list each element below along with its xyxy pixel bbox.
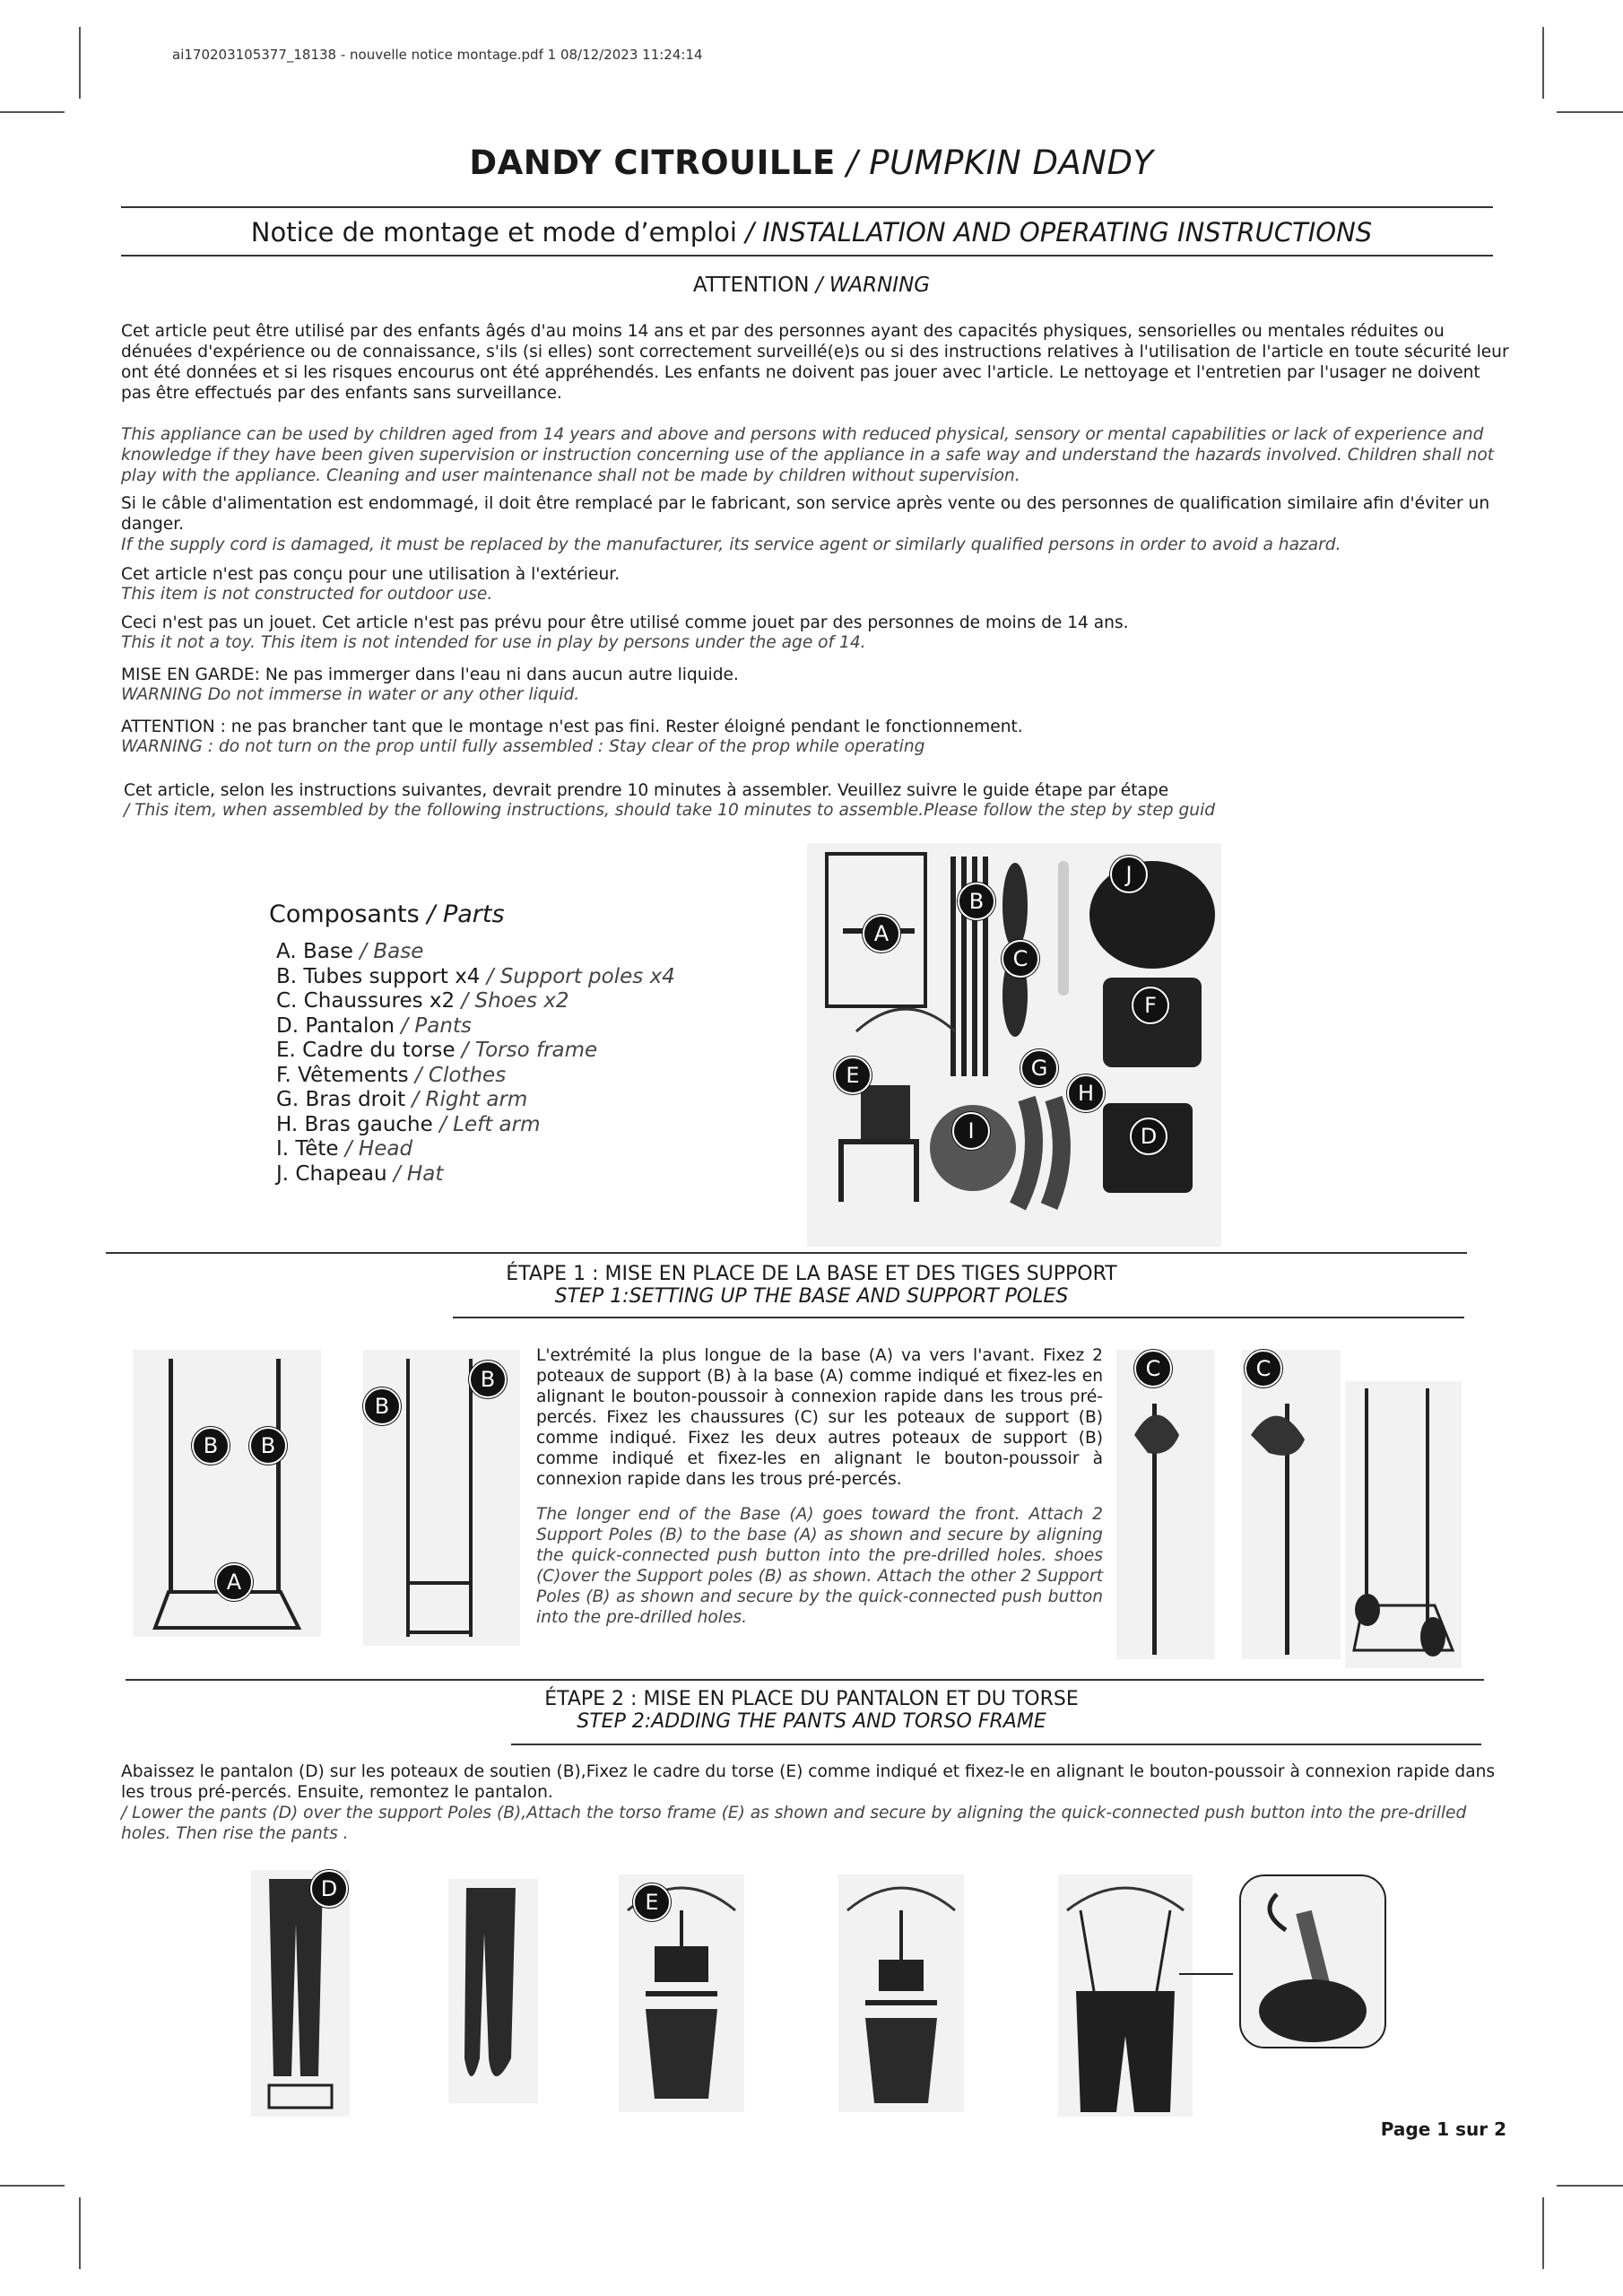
step2-illustration-pants-lowered (448, 1879, 538, 2103)
part-fr: E. Cadre du torse (276, 1039, 456, 1062)
step2-heading-en: STEP 2:ADDING THE PANTS AND TORSO FRAME (577, 1710, 1046, 1733)
step2-photo-pants-lowered (448, 1879, 538, 2103)
parts-title (269, 900, 505, 928)
step1-illustration-shoe (1116, 1350, 1215, 1659)
part-en: / Clothes (408, 1063, 507, 1087)
part-en: / Torso frame (455, 1039, 598, 1062)
list-item (276, 1064, 675, 1089)
warning-paragraph (121, 424, 1511, 486)
part-en: / Left arm (432, 1112, 541, 1136)
part-fr: A. Base (276, 940, 353, 963)
part-label-badge: E (633, 1883, 671, 1921)
divider (121, 206, 1493, 208)
part-label-badge: A (863, 915, 900, 952)
attention-en: / WARNING (809, 274, 931, 297)
step1-instructions (536, 1345, 1103, 1628)
warning-fr: Si le câble d'alimentation est endommagé, il doit être remplacé par le fabricant, son service après vente ou des personnes de qualification similaire afin d'éviter un danger. (121, 494, 1490, 534)
part-en: / Hat (386, 1161, 444, 1186)
warning-en: / This item, when assembled by the following instructions, should take 10 minutes to assemble.Please follow the step by step guid (124, 801, 1216, 820)
list-item (276, 1137, 675, 1162)
part-label-badge: E (834, 1057, 872, 1094)
part-fr: F. Vêtements (276, 1063, 409, 1087)
step1-text-en: The longer end of the Base (A) goes toward the front. Attach 2 Support Poles (B) to the base (A) as shown and secure by aligning the quick-connected push button into the pre-drilled holes. shoes (C)over the Support poles (B) as shown. Attach the other 2 Support Poles (B) as shown and secure by the quick-connected push button into the pre-drilled holes. (536, 1505, 1103, 1627)
part-label-badge: C (1134, 1350, 1172, 1387)
step1-heading-en: STEP 1:SETTING UP THE BASE AND SUPPORT POLES (554, 1285, 1069, 1308)
step1-heading (0, 1263, 1623, 1308)
step1-photo-base (133, 1350, 321, 1637)
crop-mark (0, 111, 65, 113)
part-label-badge: D (310, 1870, 348, 1908)
warning-paragraph (121, 321, 1511, 404)
attention-fr: ATTENTION (692, 274, 810, 297)
part-fr: D. Pantalon (276, 1013, 395, 1038)
part-label-badge: C (1002, 940, 1039, 978)
step1-photo-poles (363, 1350, 520, 1646)
warning-paragraph (121, 718, 1511, 757)
part-fr: H. Bras gauche (276, 1112, 433, 1136)
crop-mark (1542, 27, 1544, 99)
crop-mark (79, 27, 81, 99)
title-en: / PUMPKIN DANDY (835, 144, 1154, 182)
list-item (276, 965, 675, 990)
warning-en: This it not a toy. This item is not intended for use in play by persons under the age of 14. (121, 633, 866, 652)
step2-heading (0, 1688, 1623, 1733)
part-fr: B. Tubes support x4 (276, 964, 481, 988)
subtitle-fr: Notice de montage et mode d’emploi (250, 217, 737, 248)
warning-en: WARNING Do not immerse in water or any other liquid. (121, 685, 580, 704)
step2-photo-pants (251, 1870, 350, 2117)
warning-en: This item is not constructed for outdoor use. (121, 585, 493, 604)
step2-photo-torso-attached (838, 1874, 964, 2112)
warning-paragraph (121, 613, 1511, 653)
detail-illustration (1241, 1876, 1384, 2047)
list-item (276, 1039, 675, 1064)
print-header: ai170203105377_18138 - nouvelle notice montage.pdf 1 08/12/2023 11:24:14 (172, 47, 703, 63)
subtitle-en: / INSTALLATION AND OPERATING INSTRUCTIONS (736, 217, 1373, 248)
part-label-badge: B (469, 1361, 507, 1398)
callout-line (1179, 1973, 1233, 1975)
warning-paragraph (121, 565, 1511, 604)
step2-text-en: / Lower the pants (D) over the support Poles (B),Attach the torso frame (E) as shown and secure by aligning the quick-connected push button into the pre-drilled holes. Then rise the pants . (121, 1804, 1467, 1843)
crop-mark (79, 2197, 81, 2269)
list-item (276, 989, 675, 1014)
part-label-badge: J (1110, 856, 1148, 893)
warning-fr: Cet article peut être utilisé par des enfants âgés d'au moins 14 ans et par des personnes ayant des capacités physiques, sensorielles ou mentales réduites ou dénuées d'expérience ou de connaissance, s'ils (si elles) sont correctement surveillé(e)s ou si des instructions relatives à l'utilisation de l'article en toute sécurité leur ont été données et si les risques encourus ont été appréhendés. Les enfants ne doivent pas jouer avec l'article. Le nettoyage et l'entretien par l'usager ne doivent pas être effectués par des enfants sans surveillance. (121, 322, 1509, 403)
divider (126, 1679, 1484, 1681)
crop-mark (0, 2185, 65, 2187)
step1-photo-shoe (1116, 1350, 1215, 1659)
part-en: / Support poles x4 (480, 964, 675, 988)
part-label-badge: B (958, 883, 995, 920)
part-fr: C. Chaussures x2 (276, 989, 456, 1013)
warning-fr: MISE EN GARDE: Ne pas immerger dans l'eau ni dans aucun autre liquide. (121, 665, 739, 684)
step1-illustration-shoe (1242, 1350, 1341, 1659)
warning-paragraph (121, 493, 1520, 555)
step2-instructions (121, 1761, 1502, 1844)
part-label-badge: D (1130, 1118, 1167, 1155)
part-en: / Shoes x2 (455, 989, 569, 1013)
divider (121, 255, 1493, 257)
step2-illustration-pants (251, 1870, 350, 2117)
title-fr: DANDY CITROUILLE (469, 144, 836, 182)
parts-title-en: / Parts (419, 900, 505, 928)
detail-callout (1239, 1874, 1386, 2048)
part-label-badge: B (363, 1387, 401, 1425)
step2-illustration-pants-raised (1058, 1874, 1193, 2117)
step2-photo-torso (619, 1874, 744, 2112)
warning-en: WARNING : do not turn on the prop until fully assembled : Stay clear of the prop while operating (121, 737, 925, 756)
attention-heading (0, 274, 1623, 297)
warning-fr: Ceci n'est pas un jouet. Cet article n'est pas prévu pour être utilisé comme jouet par des personnes de moins de 14 ans. (121, 613, 1129, 632)
step2-illustration-torso-attached (838, 1874, 964, 2112)
part-en: / Pants (395, 1013, 472, 1038)
part-label-badge: I (952, 1112, 990, 1150)
step1-photo-assembled (1345, 1381, 1462, 1668)
warning-fr: Cet article n'est pas conçu pour une utilisation à l'extérieur. (121, 565, 621, 584)
part-label-badge: C (1245, 1350, 1282, 1387)
divider (511, 1744, 1481, 1745)
parts-photo-illustration (807, 843, 1221, 1247)
step1-illustration-assembled (1345, 1381, 1462, 1668)
list-item (276, 1088, 675, 1113)
divider (453, 1317, 1464, 1318)
crop-mark (1542, 2197, 1544, 2269)
parts-photo (807, 843, 1221, 1247)
step2-heading-fr: ÉTAPE 2 : MISE EN PLACE DU PANTALON ET DU TORSE (544, 1688, 1079, 1710)
part-fr: J. Chapeau (276, 1161, 387, 1186)
step1-heading-fr: ÉTAPE 1 : MISE EN PLACE DE LA BASE ET DES TIGES SUPPORT (506, 1263, 1117, 1285)
warning-paragraph (121, 665, 1511, 705)
parts-list (276, 940, 675, 1187)
warning-paragraph (124, 781, 1514, 821)
list-item (276, 1113, 675, 1138)
warning-fr: Cet article, selon les instructions suivantes, devrait prendre 10 minutes à assembler. Veuillez suivre le guide étape par étape (124, 781, 1169, 800)
part-en: / Base (352, 940, 424, 963)
page-number: Page 1 sur 2 (1380, 2118, 1506, 2140)
document-title (0, 144, 1623, 182)
document-subtitle (0, 217, 1623, 248)
list-item (276, 940, 675, 965)
step1-text-fr: L'extrémité la plus longue de la base (A) va vers l'avant. Fixez 2 poteaux de support (B) à la base (A) comme indiqué et fixez-les en alignant le bouton-poussoir à connexion rapide dans les trous pré-percés. Fixez les chaussures (C) sur les poteaux de support (B) comme indiqué. Fixez les deux autres poteaux de support (B) comme indiqué et fixez-les en alignant le bouton-poussoir à connexion rapide dans les trous pré-percés. (536, 1346, 1103, 1489)
crop-mark (1557, 111, 1623, 113)
step2-photo-pants-raised (1058, 1874, 1193, 2117)
part-label-badge: G (1020, 1049, 1058, 1087)
part-fr: I. Tête (276, 1137, 339, 1161)
part-label-badge: B (192, 1427, 230, 1465)
part-fr: G. Bras droit (276, 1088, 406, 1111)
list-item (276, 1014, 675, 1039)
part-label-badge: B (249, 1427, 287, 1465)
step2-text-fr: Abaissez le pantalon (D) sur les poteaux de soutien (B),Fixez le cadre du torse (E) comme indiqué et fixez-le en alignant le bouton-poussoir à connexion rapide dans les trous pré-percés. Ensuite, remontez le pantalon. (121, 1762, 1496, 1802)
divider (106, 1252, 1467, 1254)
part-en: / Right arm (405, 1088, 528, 1111)
list-item (276, 1162, 675, 1187)
warning-fr: ATTENTION : ne pas brancher tant que le montage n'est pas fini. Rester éloigné pendant le fonctionnement. (121, 718, 1023, 736)
warning-en: This appliance can be used by children aged from 14 years and above and persons with reduced physical, sensory or mental capabilities or lack of experience and knowledge if they have been given supervision or instruction concerning use of the appliance in a safe way and understand the hazards involved. Children shall not play with the appliance. Cleaning and user maintenance shall not be made by children without supervision. (121, 425, 1495, 485)
crop-mark (1557, 2185, 1623, 2187)
parts-title-fr: Composants (269, 900, 420, 928)
part-en: / Head (338, 1137, 413, 1161)
part-label-badge: F (1132, 987, 1169, 1024)
step1-photo-shoe (1242, 1350, 1341, 1659)
warning-en: If the supply cord is damaged, it must be replaced by the manufacturer, its service agent or similarly qualified persons in order to avoid a hazard. (121, 535, 1341, 554)
part-label-badge: H (1067, 1074, 1105, 1112)
part-label-badge: A (215, 1563, 253, 1601)
